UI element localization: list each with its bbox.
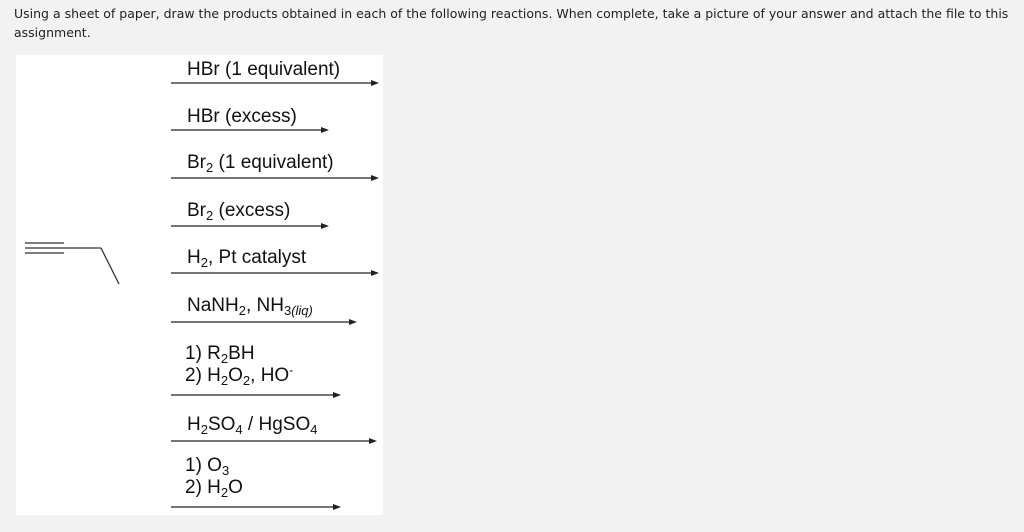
reaction-ozonolysis [171,452,383,514]
reaction-hbr-1eq [171,55,383,91]
reagent-step1: 1) $O_3$ [185,455,230,478]
reaction-arrow [171,452,383,514]
reaction-br2-1eq [171,148,383,184]
reaction-arrow [171,148,383,184]
reagent-step1: 1) $R_2BH$ [185,343,255,366]
reaction-figure [16,55,383,515]
reaction-hbr-excess [171,102,383,138]
reaction-arrow [171,196,383,232]
reaction-h2-pt [171,243,383,279]
reaction-arrow [171,410,383,450]
reaction-arrow [171,55,383,91]
reaction-arrow [171,291,383,331]
reagent-step2: 2) $H_2O_2$, HO- [185,363,294,388]
reagent-label: $H_2$, Pt catalyst [187,247,307,270]
instructions-text: Using a sheet of paper, draw the products obtained in each of the following reactions. When complete, take a picture of your answer and attach the file to this assignment. [14,6,1009,40]
reaction-arrow [171,243,383,279]
reagent-label: $H_2SO_4$ / HgSO$_4$ [187,414,318,437]
reaction-nanh2 [171,291,383,331]
reaction-br2-excess [171,196,383,232]
reagent-label: $Br_2$ (1 equivalent) [187,152,334,175]
reagent-label: HBr (excess) [187,106,297,127]
reaction-arrow [171,102,383,138]
reaction-arrow [171,340,383,402]
reaction-hydroboration [171,340,383,402]
reagent-label: HBr (1 equivalent) [187,59,341,80]
reagent-label: NaNH$_2$, $NH_{3(liq)}$ [187,295,313,318]
reagent-label: $Br_2$ (excess) [187,200,291,223]
reaction-oxymercuration [171,410,383,450]
reagent-step2: 2) $H_2O$ [185,477,243,500]
